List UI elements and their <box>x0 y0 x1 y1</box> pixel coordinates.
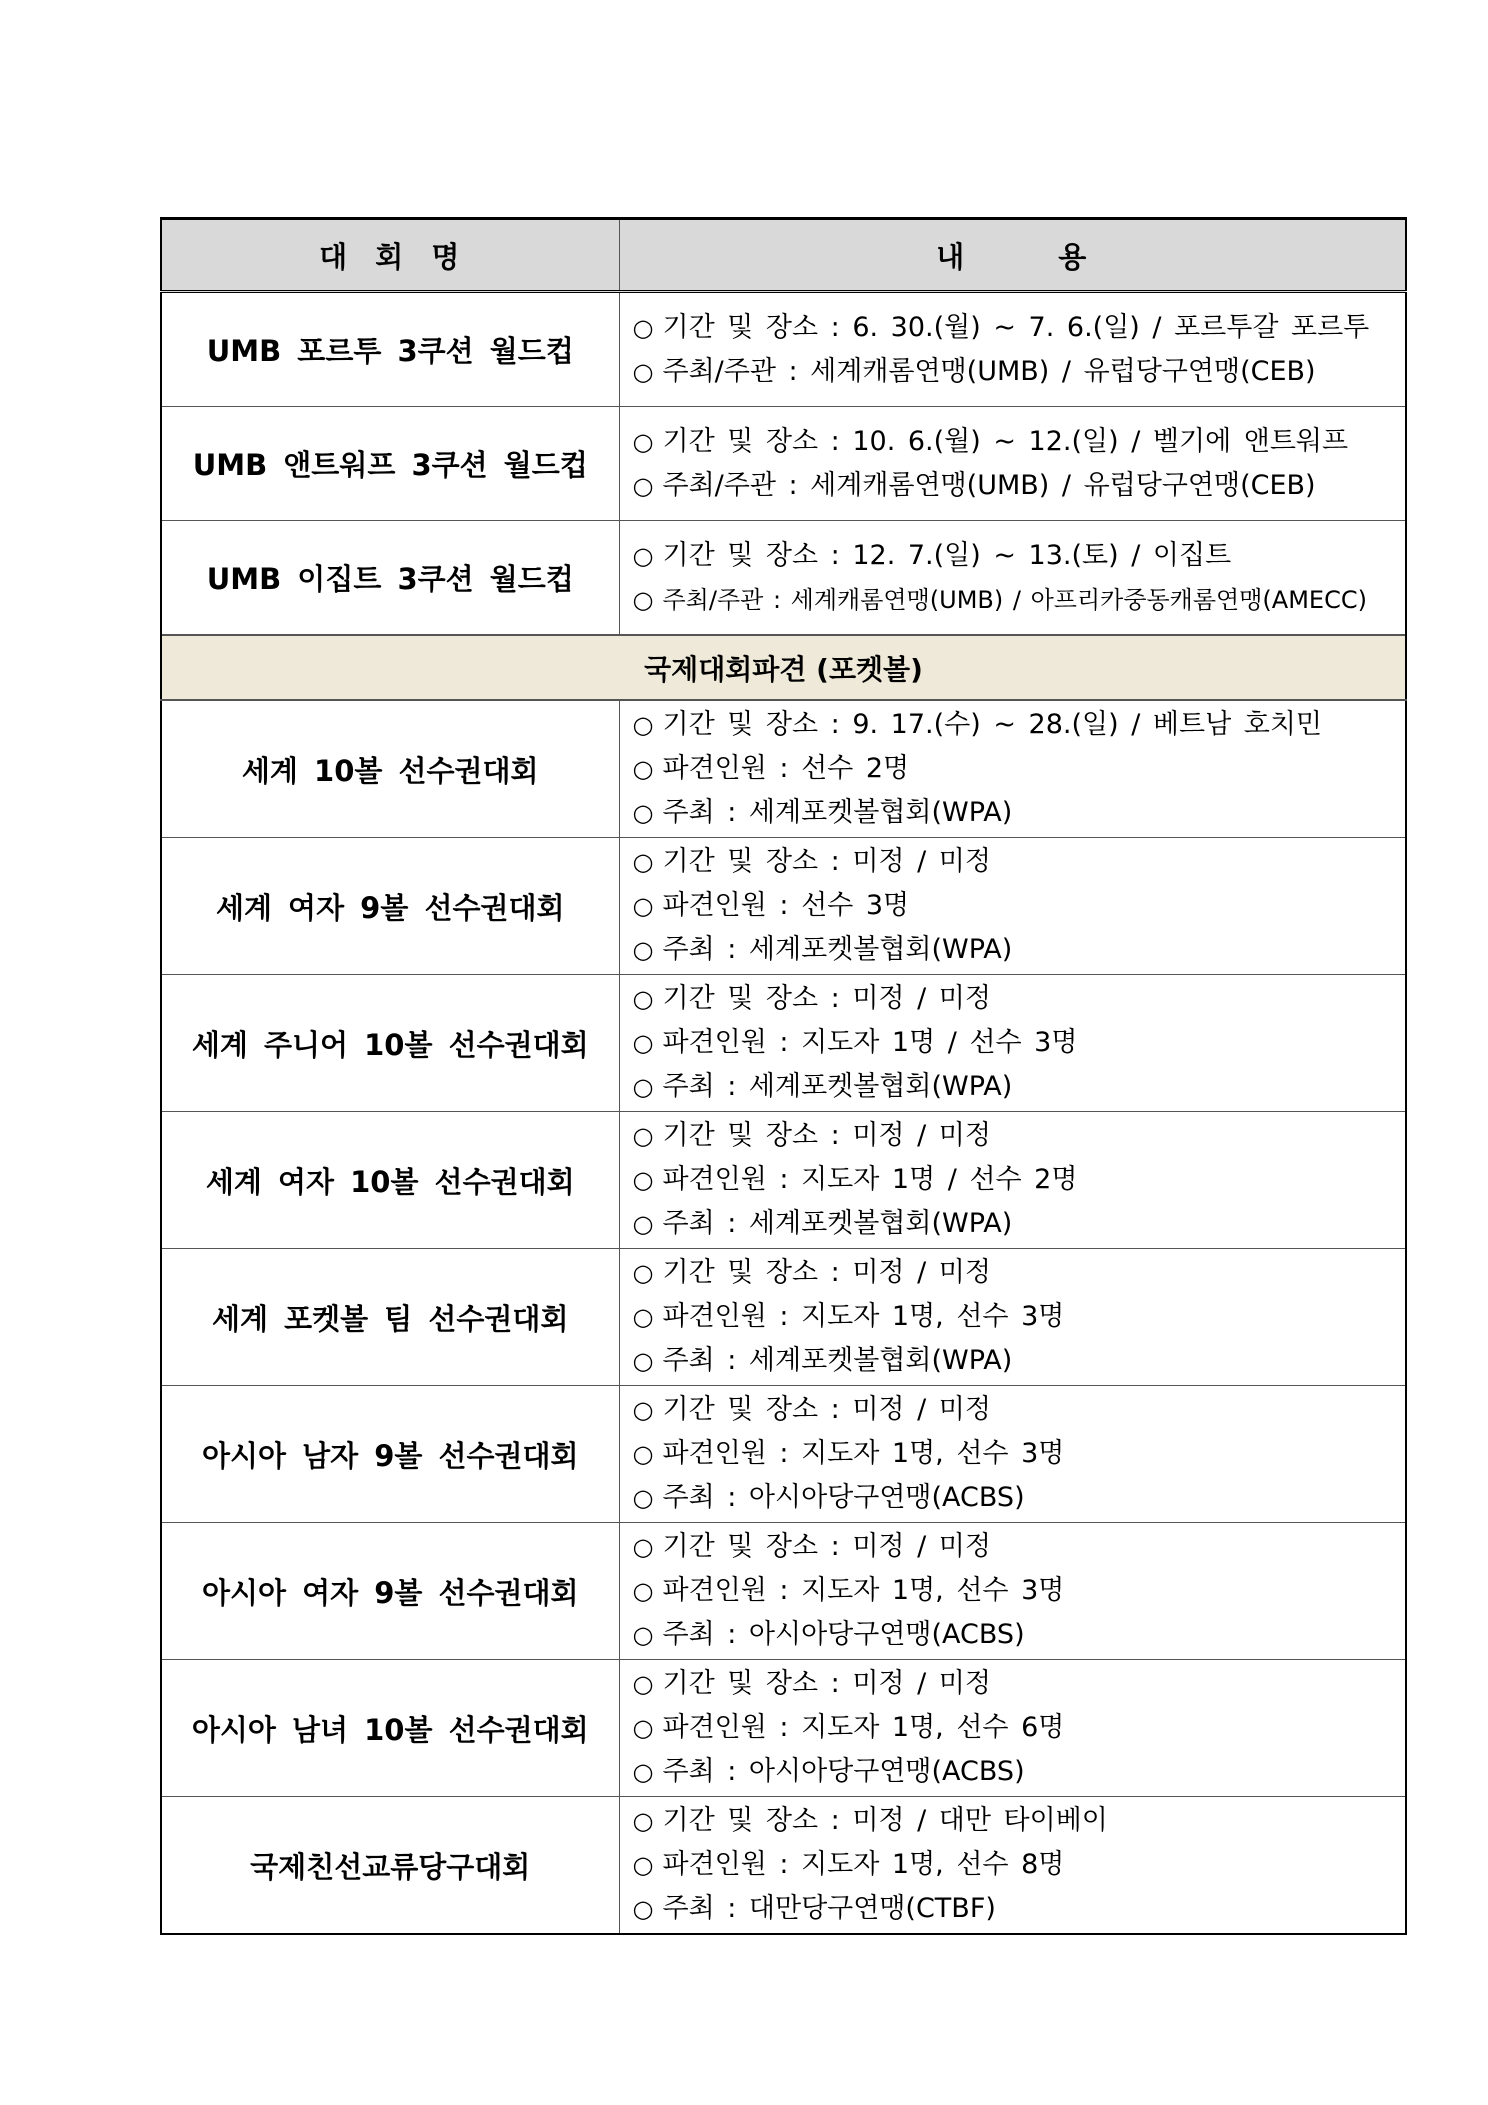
section-row <box>161 635 1406 700</box>
competition-name: UMB 앤트워프 3쿠션 월드컵 <box>161 407 619 521</box>
competition-details <box>619 407 1406 521</box>
circle-bullet-icon: ○ <box>632 1484 654 1512</box>
circle-bullet-icon: ○ <box>632 313 654 342</box>
detail-line: ○ 주최 : 세계포켓볼협회(WPA) <box>633 1339 1406 1383</box>
detail-line: ○ 주최 : 세계포켓볼협회(WPA) <box>633 1202 1406 1246</box>
competition-table <box>160 217 1407 1935</box>
circle-bullet-icon: ○ <box>632 1670 654 1698</box>
circle-bullet-icon: ○ <box>632 1303 654 1331</box>
competition-name: 세계 주니어 10볼 선수권대회 <box>161 975 619 1112</box>
competition-name: 세계 10볼 선수권대회 <box>161 700 619 838</box>
detail-line: ○ 기간 및 장소 : 미정 / 미정 <box>633 840 1406 884</box>
circle-bullet-icon: ○ <box>632 1621 654 1649</box>
detail-line: ○ 파견인원 : 지도자 1명 / 선수 3명 <box>633 1021 1406 1065</box>
detail-line: ○ 파견인원 : 선수 2명 <box>633 747 1406 791</box>
circle-bullet-icon: ○ <box>632 1210 654 1238</box>
header-content: 내 용 <box>619 219 1406 292</box>
circle-bullet-icon: ○ <box>632 1259 654 1287</box>
competition-name: 아시아 남녀 10볼 선수권대회 <box>161 1660 619 1797</box>
table-row <box>161 1660 1406 1797</box>
detail-line: ○ 파견인원 : 선수 3명 <box>633 884 1406 928</box>
detail-line: ○ 주최 : 세계포켓볼협회(WPA) <box>633 928 1406 972</box>
competition-details <box>619 700 1406 838</box>
circle-bullet-icon: ○ <box>632 1073 654 1101</box>
circle-bullet-icon: ○ <box>632 711 654 739</box>
detail-line: ○ 주최/주관 : 세계캐롬연맹(UMB) / 아프리카중동캐롬연맹(AMECC) <box>633 578 1406 622</box>
circle-bullet-icon: ○ <box>632 799 654 827</box>
header-competition-name: 대 회 명 <box>161 219 619 292</box>
detail-line: ○ 주최 : 아시아당구연맹(ACBS) <box>633 1750 1406 1794</box>
circle-bullet-icon: ○ <box>632 1714 654 1742</box>
circle-bullet-icon: ○ <box>632 1166 654 1194</box>
circle-bullet-icon: ○ <box>632 1851 654 1879</box>
circle-bullet-icon: ○ <box>632 1807 654 1835</box>
competition-details <box>619 1660 1406 1797</box>
circle-bullet-icon: ○ <box>632 1396 654 1424</box>
table-row <box>161 1112 1406 1249</box>
circle-bullet-icon: ○ <box>632 1122 654 1150</box>
table-row <box>161 838 1406 975</box>
competition-name: 아시아 남자 9볼 선수권대회 <box>161 1386 619 1523</box>
competition-name: 국제친선교류당구대회 <box>161 1797 619 1935</box>
circle-bullet-icon: ○ <box>632 1029 654 1057</box>
competition-name: 세계 여자 9볼 선수권대회 <box>161 838 619 975</box>
detail-line: ○ 주최 : 세계포켓볼협회(WPA) <box>633 791 1406 835</box>
competition-details <box>619 1112 1406 1249</box>
table-row <box>161 407 1406 521</box>
table-row <box>161 1386 1406 1523</box>
detail-line: ○ 파견인원 : 지도자 1명, 선수 8명 <box>633 1843 1406 1887</box>
circle-bullet-icon: ○ <box>632 1577 654 1605</box>
circle-bullet-icon: ○ <box>632 892 654 920</box>
competition-details <box>619 838 1406 975</box>
competition-name: UMB 이집트 3쿠션 월드컵 <box>161 521 619 636</box>
circle-bullet-icon: ○ <box>632 1895 654 1923</box>
detail-line: ○ 기간 및 장소 : 10. 6.(월) ~ 12.(일) / 벨기에 앤트워프 <box>633 420 1406 464</box>
circle-bullet-icon: ○ <box>632 471 654 500</box>
detail-line: ○ 주최 : 아시아당구연맹(ACBS) <box>633 1476 1406 1520</box>
competition-details <box>619 292 1406 407</box>
circle-bullet-icon: ○ <box>632 755 654 783</box>
detail-line: ○ 주최 : 세계포켓볼협회(WPA) <box>633 1065 1406 1109</box>
detail-line: ○ 주최 : 대만당구연맹(CTBF) <box>633 1887 1406 1931</box>
table-row <box>161 700 1406 838</box>
detail-line: ○ 파견인원 : 지도자 1명, 선수 3명 <box>633 1569 1406 1613</box>
detail-line: ○ 기간 및 장소 : 미정 / 미정 <box>633 1388 1406 1432</box>
circle-bullet-icon: ○ <box>632 1533 654 1561</box>
detail-line: ○ 기간 및 장소 : 9. 17.(수) ~ 28.(일) / 베트남 호치민 <box>633 703 1406 747</box>
table-row <box>161 1249 1406 1386</box>
table-row <box>161 292 1406 407</box>
detail-line: ○ 기간 및 장소 : 미정 / 미정 <box>633 977 1406 1021</box>
competition-name: 세계 포켓볼 팀 선수권대회 <box>161 1249 619 1386</box>
competition-details <box>619 1386 1406 1523</box>
competition-details <box>619 1797 1406 1935</box>
detail-line: ○ 주최 : 아시아당구연맹(ACBS) <box>633 1613 1406 1657</box>
table-row <box>161 975 1406 1112</box>
table-row <box>161 521 1406 636</box>
competition-details <box>619 521 1406 636</box>
circle-bullet-icon: ○ <box>632 848 654 876</box>
detail-line: ○ 기간 및 장소 : 12. 7.(일) ~ 13.(토) / 이집트 <box>633 534 1406 578</box>
competition-name: UMB 포르투 3쿠션 월드컵 <box>161 292 619 407</box>
circle-bullet-icon: ○ <box>632 357 654 386</box>
section-title: 국제대회파견 (포켓볼) <box>161 635 1406 700</box>
competition-details <box>619 1249 1406 1386</box>
detail-line: ○ 주최/주관 : 세계캐롬연맹(UMB) / 유럽당구연맹(CEB) <box>633 464 1406 508</box>
detail-line: ○ 기간 및 장소 : 미정 / 미정 <box>633 1114 1406 1158</box>
detail-line: ○ 주최/주관 : 세계캐롬연맹(UMB) / 유럽당구연맹(CEB) <box>633 350 1406 394</box>
circle-bullet-icon: ○ <box>632 1758 654 1786</box>
table-row <box>161 1797 1406 1935</box>
detail-line: ○ 파견인원 : 지도자 1명 / 선수 2명 <box>633 1158 1406 1202</box>
detail-line: ○ 파견인원 : 지도자 1명, 선수 3명 <box>633 1432 1406 1476</box>
competition-details <box>619 975 1406 1112</box>
circle-bullet-icon: ○ <box>632 936 654 964</box>
detail-line: ○ 기간 및 장소 : 6. 30.(월) ~ 7. 6.(일) / 포르투갈 포르투 <box>633 306 1406 350</box>
circle-bullet-icon: ○ <box>632 541 654 570</box>
detail-line: ○ 기간 및 장소 : 미정 / 대만 타이베이 <box>633 1799 1406 1843</box>
circle-bullet-icon: ○ <box>632 585 654 614</box>
competition-details <box>619 1523 1406 1660</box>
detail-line: ○ 파견인원 : 지도자 1명, 선수 3명 <box>633 1295 1406 1339</box>
table-row <box>161 1523 1406 1660</box>
detail-line: ○ 기간 및 장소 : 미정 / 미정 <box>633 1525 1406 1569</box>
detail-line: ○ 기간 및 장소 : 미정 / 미정 <box>633 1662 1406 1706</box>
detail-line: ○ 파견인원 : 지도자 1명, 선수 6명 <box>633 1706 1406 1750</box>
table-header-row <box>161 219 1406 292</box>
circle-bullet-icon: ○ <box>632 1347 654 1375</box>
circle-bullet-icon: ○ <box>632 985 654 1013</box>
circle-bullet-icon: ○ <box>632 1440 654 1468</box>
competition-name: 아시아 여자 9볼 선수권대회 <box>161 1523 619 1660</box>
circle-bullet-icon: ○ <box>632 427 654 456</box>
competition-name: 세계 여자 10볼 선수권대회 <box>161 1112 619 1249</box>
detail-line: ○ 기간 및 장소 : 미정 / 미정 <box>633 1251 1406 1295</box>
